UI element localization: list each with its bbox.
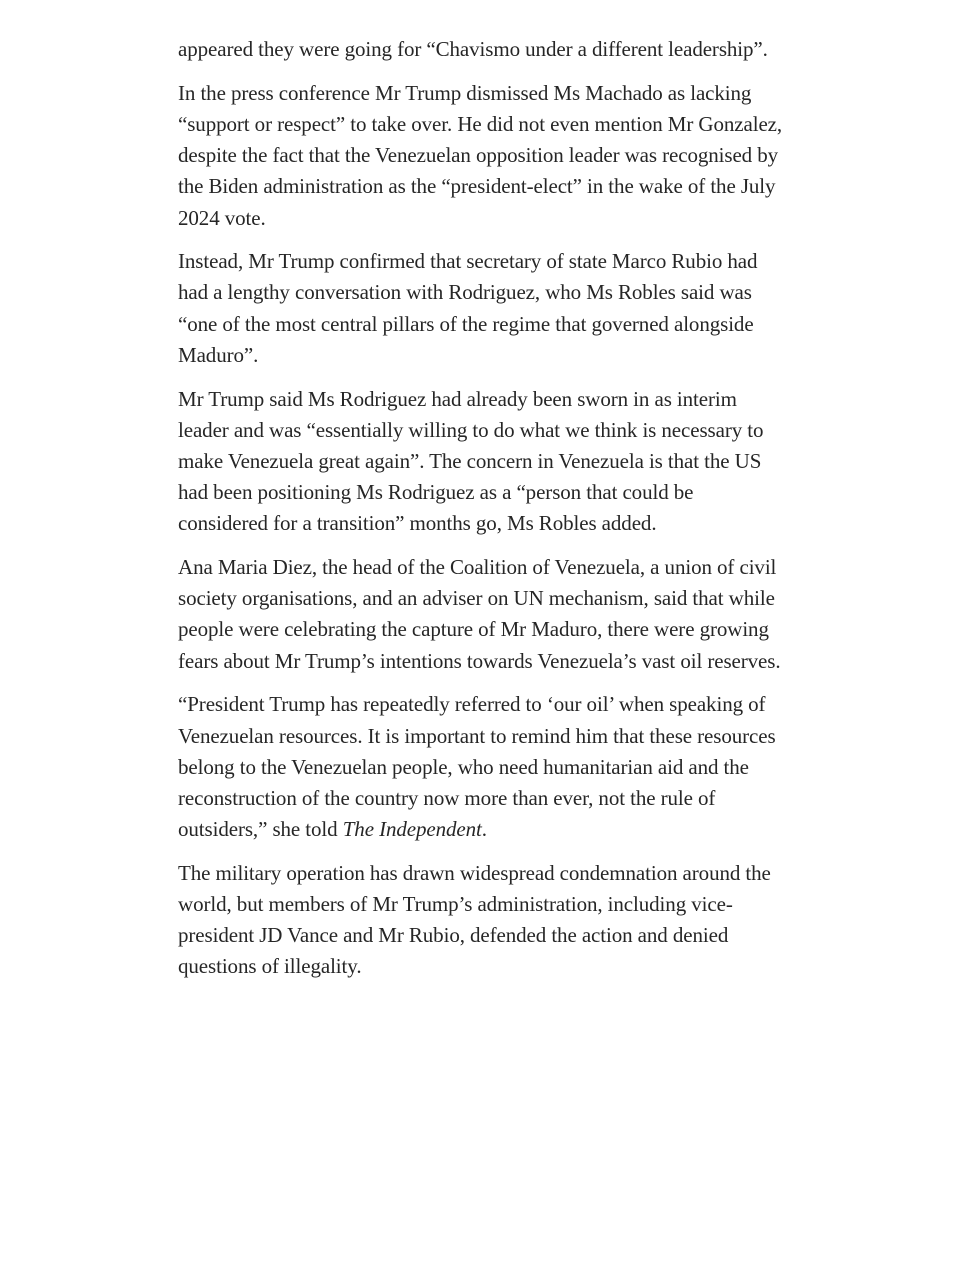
quote-end: . [481, 817, 487, 842]
quote-text: “President Trump has repeatedly referred to ‘our oil’ when speaking of Venezuelan resources. It is important to remind him that these resources belong to the Venezuelan people, who need humanitarian aid and the reconstruction of the country now more than ever, not the rule of outsiders,” she told [178, 692, 776, 842]
article-body [178, 34, 788, 995]
article-paragraph-quote [178, 689, 788, 845]
article-paragraph: In the press conference Mr Trump dismissed Ms Machado as lacking “support or respect” to take over. He did not even mention Mr Gonzalez, despite the fact that the Venezuelan opposition leader was recognised by the Biden administration as the “president-elect” in the wake of the July 2024 vote. [178, 80, 783, 230]
article-paragraph: The military operation has drawn widespread condemnation around the world, but members of Mr Trump’s administration, including vice-president JD Vance and Mr Rubio, defended the action and denied questions of illegality. [178, 860, 771, 979]
article-paragraph: Ana Maria Diez, the head of the Coalition of Venezuela, a union of civil society organisations, and an adviser on UN mechanism, said that while people were celebrating the capture of Mr Maduro, there were growing fears about Mr Trump’s intentions towards Venezuela’s vast oil reserves. [178, 555, 781, 673]
article-paragraph: Mr Trump said Ms Rodriguez had already been sworn in as interim leader and was “essentially willing to do what we think is necessary to make Venezuela great again”. The concern in Venezuela is that the US had been positioning Ms Rodriguez as a “person that could be considered for a transition” months go, Ms Robles added. [178, 386, 764, 536]
publication-name: The Independent [342, 817, 482, 842]
article-paragraph: Instead, Mr Trump confirmed that secretary of state Marco Rubio had had a lengthy conversation with Rodriguez, who Ms Robles said was “one of the most central pillars of the regime that governed alongside Maduro”. [178, 249, 758, 367]
article-paragraph: appeared they were going for “Chavismo under a different leadership”. [178, 37, 768, 61]
